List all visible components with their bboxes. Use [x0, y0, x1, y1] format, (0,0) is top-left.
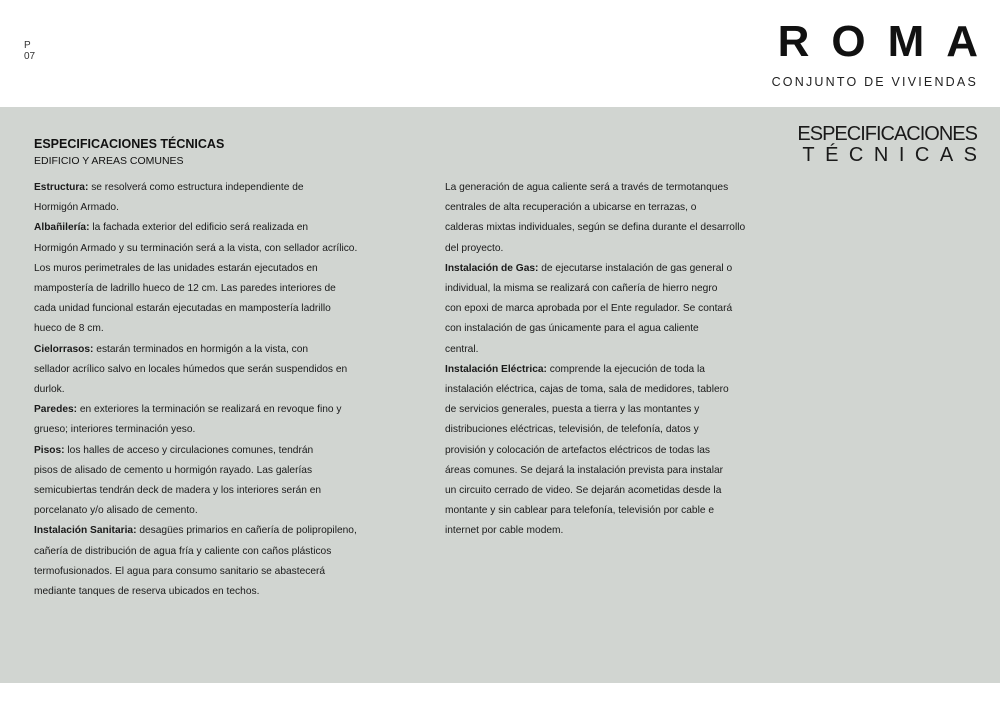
text-line: [34, 218, 364, 238]
spec-text: termofusionados. El agua para consumo sanitario se abastecerá: [34, 565, 326, 577]
brand-header: [771, 17, 1000, 89]
text-line: [34, 198, 364, 218]
page-number: [24, 40, 35, 62]
spec-label: Pisos:: [34, 444, 65, 456]
right-text-column: [445, 178, 765, 542]
text-line: [34, 501, 364, 521]
text-line: [445, 299, 765, 319]
spec-text: calderas mixtas individuales, según se defina durante el desarrollo: [445, 222, 746, 234]
spec-text: individual, la misma se realizará con cañería de hierro negro: [445, 283, 718, 295]
spec-text: hueco de 8 cm.: [34, 323, 104, 335]
spec-text: grueso; interiores terminación yeso.: [34, 424, 196, 436]
side-heading: [797, 123, 988, 166]
spec-label: Albañilería:: [34, 222, 90, 234]
text-line: [445, 360, 765, 380]
spec-text: Hormigón Armado y su terminación será a la vista, con sellador acrílico.: [34, 242, 358, 254]
spec-text: mampostería de ladrillo hueco de 12 cm. Las paredes interiores de: [34, 283, 336, 295]
text-line: [445, 420, 765, 440]
spec-text: de servicios generales, puesta a tierra y las montantes y: [445, 404, 700, 416]
spec-text: desagües primarios en cañería de polipropileno,: [136, 525, 357, 537]
spec-text: montante y sin cablear para telefonía, televisión por cable e: [445, 505, 714, 517]
text-line: [445, 380, 765, 400]
spec-text: sellador acrílico salvo en locales húmedos que serán suspendidos en: [34, 363, 348, 375]
spec-text: áreas comunes. Se dejará la instalación prevista para instalar: [445, 464, 724, 476]
text-line: [34, 461, 364, 481]
text-line: [445, 259, 765, 279]
spec-text: los halles de acceso y circulaciones comunes, tendrán: [64, 444, 314, 456]
text-line: [34, 360, 364, 380]
text-line: [34, 420, 364, 440]
text-line: [445, 178, 765, 198]
spec-text: con instalación de gas únicamente para el agua caliente: [445, 323, 699, 335]
spec-text: instalación eléctrica, cajas de toma, sala de medidores, tablero: [445, 384, 729, 396]
text-line: [445, 340, 765, 360]
brand-title: ROMA: [777, 17, 1000, 66]
text-line: [34, 562, 364, 582]
spec-text: del proyecto.: [445, 242, 504, 254]
text-line: [445, 279, 765, 299]
text-line: [34, 441, 364, 461]
text-line: [34, 582, 364, 602]
text-line: [34, 239, 364, 259]
text-line: [34, 259, 364, 279]
text-line: [445, 441, 765, 461]
spec-text: durlok.: [34, 384, 65, 396]
text-line: [34, 319, 364, 339]
spec-text: cañería de distribución de agua fría y caliente con caños plásticos: [34, 545, 332, 557]
spec-label: Instalación Sanitaria:: [34, 525, 137, 537]
spec-text: centrales de alta recuperación a ubicarse en terrazas, o: [445, 202, 697, 214]
text-line: [34, 542, 364, 562]
spec-text: un circuito cerrado de video. Se dejarán acometidas desde la: [445, 485, 722, 497]
spec-text: se resolverá como estructura independiente de: [88, 182, 304, 193]
page-label: P: [24, 40, 31, 51]
text-line: [34, 400, 364, 420]
text-line: [445, 501, 765, 521]
spec-text: con epoxi de marca aprobada por el Ente regulador. Se contará: [445, 303, 733, 315]
spec-text: provisión y colocación de artefactos eléctricos de todas las: [445, 444, 711, 456]
text-line: [445, 198, 765, 218]
spec-text: en exteriores la terminación se realizará en revoque fino y: [77, 404, 342, 416]
spec-text: comprende la ejecución de toda la: [546, 363, 705, 375]
spec-label: Instalación de Gas:: [445, 262, 539, 274]
text-line: [445, 521, 765, 541]
spec-text: estarán terminados en hormigón a la vista, con: [93, 343, 309, 355]
text-line: [34, 380, 364, 400]
spec-text: Los muros perimetrales de las unidades estarán ejecutados en: [34, 262, 318, 274]
spec-label: Cielorrasos:: [34, 343, 94, 355]
text-line: [445, 461, 765, 481]
spec-label: Instalación Eléctrica:: [445, 363, 547, 375]
left-text-column: [34, 178, 364, 602]
text-line: [34, 340, 364, 360]
spec-text: Hormigón Armado.: [34, 202, 119, 214]
text-line: [34, 299, 364, 319]
text-line: [34, 521, 364, 541]
text-line: [34, 178, 364, 198]
spec-label: Estructura:: [34, 182, 89, 193]
text-line: [445, 239, 765, 259]
spec-text: central.: [445, 343, 479, 355]
side-heading-line1: ESPECIFICACIONES: [797, 123, 977, 145]
spec-label: Paredes:: [34, 404, 78, 416]
section-subtitle: EDIFICIO Y AREAS COMUNES: [34, 155, 184, 167]
footer-strip: [0, 683, 1000, 707]
spec-text: distribuciones eléctricas, televisión, de telefonía, datos y: [445, 424, 699, 436]
text-line: [445, 400, 765, 420]
spec-text: cada unidad funcional estarán ejecutadas en mampostería ladrillo: [34, 303, 331, 315]
spec-text: semicubiertas tendrán deck de madera y los interiores serán en: [34, 485, 322, 497]
spec-text: mediante tanques de reserva ubicados en techos.: [34, 586, 260, 598]
text-line: [34, 279, 364, 299]
spec-text: La generación de agua caliente será a través de termotanques: [445, 182, 729, 193]
section-title: ESPECIFICACIONES TÉCNICAS: [34, 137, 225, 151]
text-line: [445, 319, 765, 339]
text-line: [445, 218, 765, 238]
side-heading-line2: TÉCNICAS: [802, 144, 988, 166]
page-number-value: 07: [24, 51, 36, 62]
spec-text: porcelanato y/o alisado de cemento.: [34, 505, 198, 517]
spec-text: pisos de alisado de cemento u hormigón rayado. Las galerías: [34, 464, 313, 476]
brand-subtitle: CONJUNTO DE VIVIENDAS: [771, 75, 978, 89]
text-line: [445, 481, 765, 501]
text-line: [34, 481, 364, 501]
spec-text: la fachada exterior del edificio será realizada en: [89, 222, 309, 234]
spec-text: internet por cable modem.: [445, 525, 564, 537]
spec-text: de ejecutarse instalación de gas general o: [538, 262, 733, 274]
